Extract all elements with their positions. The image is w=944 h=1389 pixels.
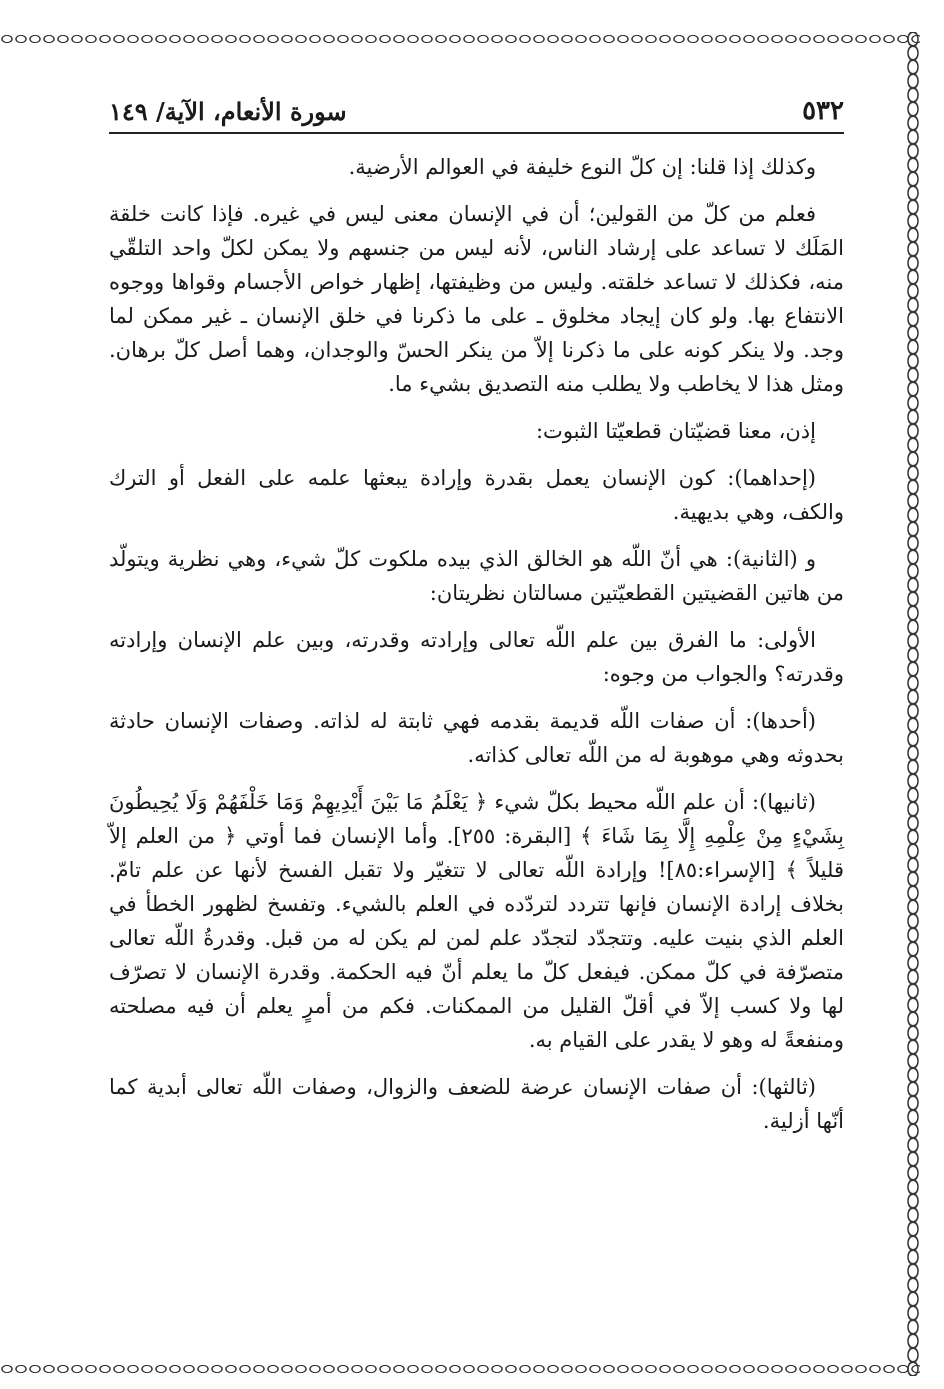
paragraph-9: (ثالثها): أن صفات الإنسان عرضة للضعف والزوال، وصفات اللّه تعالى أبدية كما أنّها أزلية. — [109, 1075, 844, 1133]
paragraph-7: (أحدها): أن صفات اللّه قديمة بقدمه فهي ثابتة له لذاته. وصفات الإنسان حادثة بحدوثه وهي موهوبة له من اللّه تعالى كذاته. — [109, 709, 844, 767]
paragraph-8: (ثانيها): أن علم اللّه محيط بكلّ شيء ﴿ يَعْلَمُ مَا بَيْنَ أَيْدِيهِمْ وَمَا خَلْفَهُمْ وَلَا يُحِيطُونَ بِشَيْءٍ مِنْ عِلْمِهِ إِلَّا بِمَا شَاءَ ﴾ [البقرة: ٢٥٥]. وأما الإنسان فما أوتي ﴿ من العلم إلاّ قليلاً ﴾ [الإسراء:٨٥]! وإرادة اللّه تعالى لا تتغيّر ولا تقبل الفسخ لأنها عن علم تامّ. بخلاف إرادة الإنسان فإنها تتردد لتردّده في العلم بالشيء. وتفسخ لظهور الخطأ في العلم الذي بنيت عليه. وتتجدّد لتجدّد علم لمن لم يكن له من قبل. وقدرةُ اللّه تعالى متصرّفة في كلّ ممكن. فيفعل كلّ ما يعلم أنّ فيه الحكمة. وقدرة الإنسان لا تصرّف لها ولا كسب إلاّ في أقلّ القليل من الممكنات. فكم من أمرٍ يعلم أن فيه مصلحته ومنفعةً له وهو لا يقدر على القيام به. — [109, 790, 845, 1052]
ornamental-border-right — [906, 32, 920, 1376]
header-rule — [109, 132, 844, 134]
paragraph-4: (إحداهما): كون الإنسان يعمل بقدرة وإرادة يبعثها علمه على الفعل أو الترك والكف، وهي بديهية. — [109, 466, 844, 524]
paragraph-6: الأولى: ما الفرق بين علم اللّه تعالى وإرادته وقدرته، وبين علم الإنسان وإرادته وقدرته؟ والجواب من وجوه: — [109, 628, 844, 686]
page-number: ٥٣٢ — [802, 96, 844, 126]
paragraph-3: إذن، معنا قضيّتان قطعيّتا الثبوت: — [535, 419, 816, 443]
page-header — [109, 86, 844, 126]
paragraph-1: وكذلك إذا قلنا: إن كلّ النوع خليفة في العوالم الأرضية. — [348, 155, 816, 179]
paragraph-5: و (الثانية): هي أنّ اللّه هو الخالق الذي بيده ملكوت كلّ شيء، وهي نظرية ويتولّد من هاتين القضيتين القطعيّتين مسالتان نظريتان: — [109, 547, 844, 605]
ornamental-border-top — [0, 32, 920, 46]
running-title: سورة الأنعام، الآية/ ١٤٩ — [109, 97, 347, 126]
ornamental-border-bottom — [0, 1362, 920, 1376]
page-body — [109, 150, 844, 1151]
paragraph-2: فعلم من كلّ من القولين؛ أن في الإنسان معنى ليس في غيره. فإذا كانت خلقة المَلَك لا تساعد على إرشاد الناس، لأنه ليس من جنسهم ولا يمكن لكلّ واحد التلقّي منه، فكذلك لا تساعد خلقته. وليس من وظيفتها، إظهار خواص الأجسام وقواها ووجوه الانتفاع بها. ولو كان إيجاد مخلوق ـ على ما ذكرنا في خلق الإنسان ـ غير ممكن لما وجد. ولا ينكر كونه على ما ذكرنا إلاّ من ينكر الحسّ والوجدان، وهما أصل كلّ برهان. ومثل هذا لا يخاطب ولا يطلب منه التصديق بشيء ما. — [109, 202, 845, 396]
